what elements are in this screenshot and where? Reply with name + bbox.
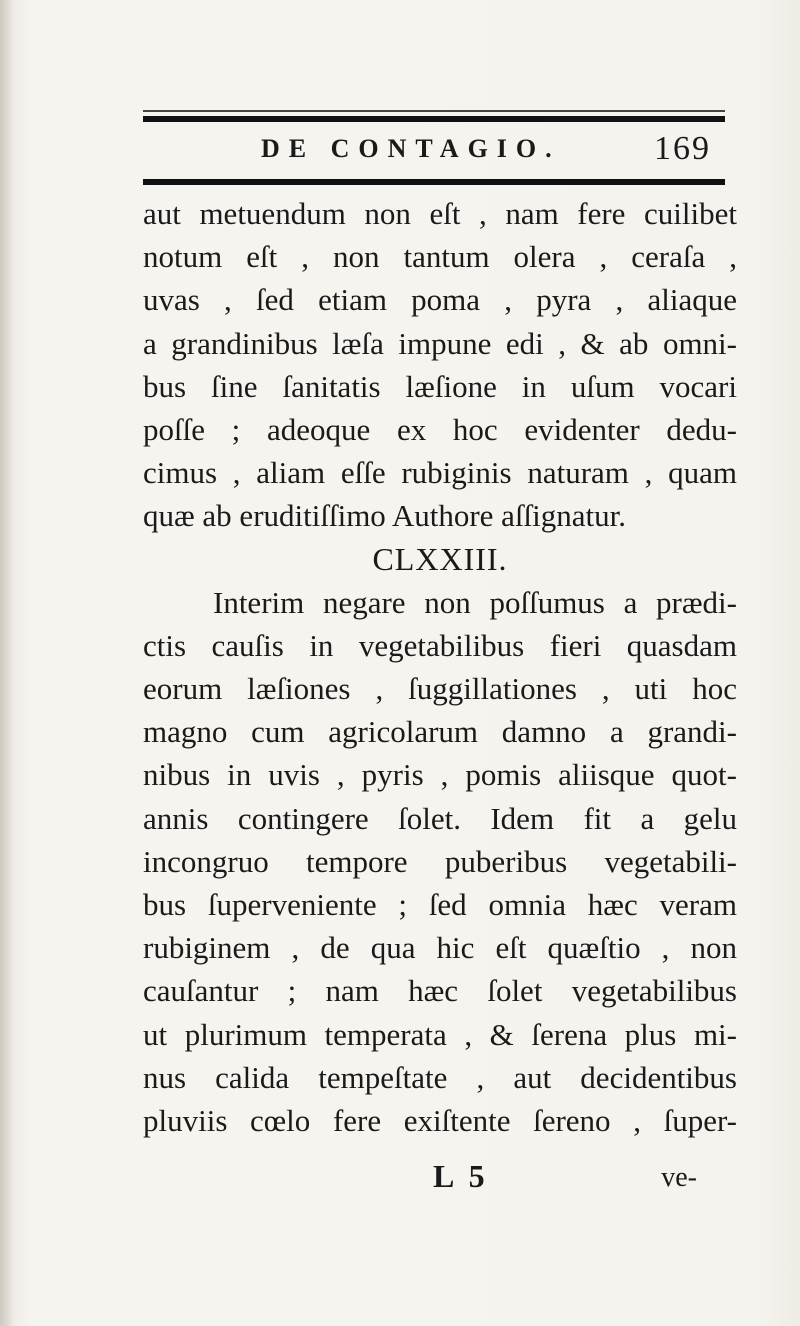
text-line: quæ ab eruditiſſimo Authore aſſignatur. [143, 498, 627, 534]
text-line: eorum læſiones , ſuggillationes , uti hoc [143, 671, 737, 707]
text-line: magno cum agricolarum damno a grandi- [143, 714, 737, 750]
header-thin-rule [143, 110, 725, 112]
text-line: cauſantur ; nam hæc ſolet vegetabilibus [143, 973, 737, 1009]
text-line: Interim negare non poſſumus a prædi- [213, 584, 737, 620]
header-bottom-rule [143, 179, 725, 185]
running-header [143, 130, 725, 174]
text-line: incongruo tempore puberibus vegetabili- [143, 843, 737, 879]
page-footer [143, 1158, 737, 1198]
running-title: DE CONTAGIO. [261, 134, 561, 163]
section-heading: CLXXIII. [372, 540, 508, 577]
text-line: uvas , ſed etiam poma , pyra , aliaque [143, 282, 737, 318]
text-line: cimus , aliam eſſe rubiginis naturam , quam [143, 455, 737, 491]
text-line: rubiginem , de qua hic eſt quæſtio , non [143, 930, 737, 966]
page-number: 169 [654, 130, 711, 167]
page-gutter-shadow [0, 0, 14, 1326]
text-line: nus calida tempeſtate , aut decidentibus [143, 1059, 737, 1095]
text-line: notum eſt , non tantum olera , ceraſa , [143, 239, 737, 275]
body-text [143, 192, 737, 1142]
text-line: nibus in uvis , pyris , pomis aliisque quot- [143, 757, 737, 793]
catchword: ve- [661, 1162, 697, 1193]
text-line: a grandinibus læſa impune edi , & ab omni- [143, 325, 737, 361]
text-line: poſſe ; adeoque ex hoc evidenter dedu- [143, 411, 737, 447]
text-line: bus ſuperveniente ; ſed omnia hæc veram [143, 887, 737, 922]
text-line: ctis cauſis in vegetabilibus fieri quasdam [143, 627, 737, 663]
text-line: annis contingere ſolet. Idem fit a gelu [143, 800, 737, 836]
header-top-rule [143, 116, 725, 122]
text-line: ut plurimum temperata , & ſerena plus mi- [143, 1016, 737, 1052]
text-line: bus ſine ſanitatis læſione in uſum vocari [143, 368, 737, 404]
text-line: pluviis cœlo fere exiſtente ſereno , ſuper- [143, 1102, 737, 1138]
signature-mark: L 5 [433, 1158, 489, 1194]
text-line: aut metuendum non eſt , nam fere cuilibet [143, 196, 737, 231]
